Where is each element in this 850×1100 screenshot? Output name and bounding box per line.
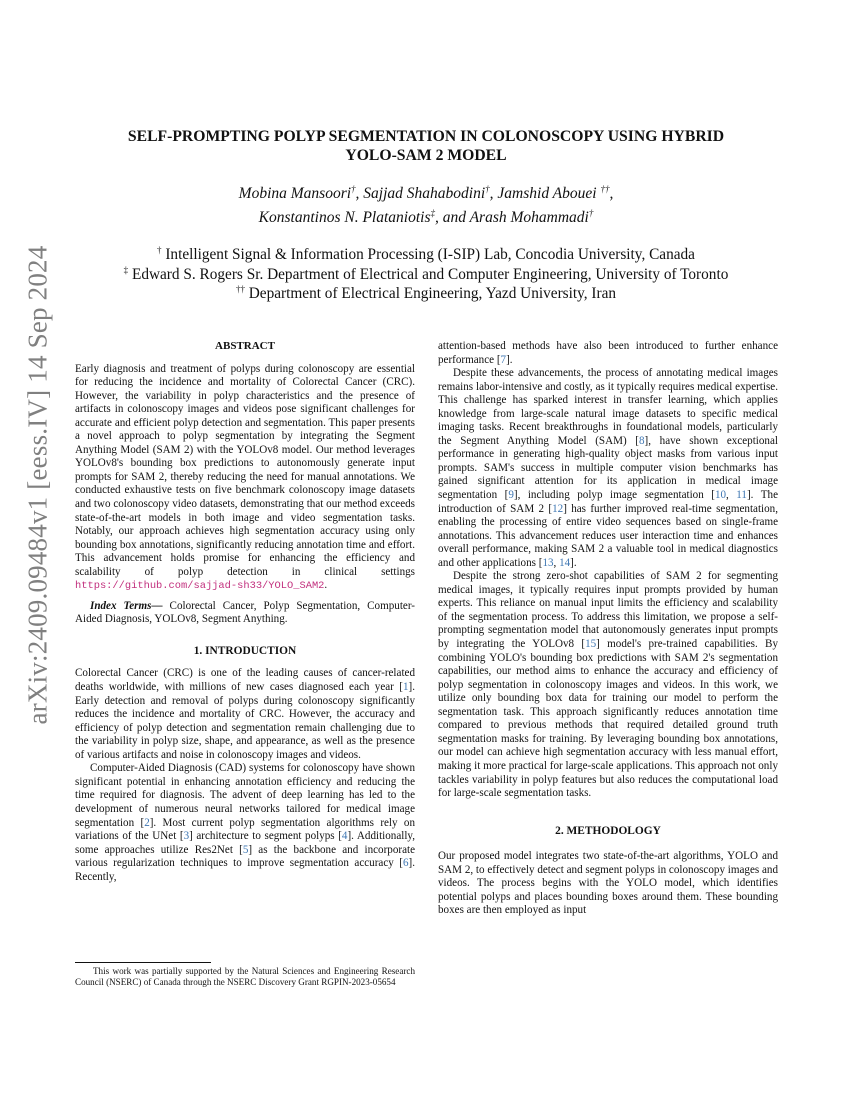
left-column <box>75 338 415 884</box>
text: ]. Most current polyp segmentation algorithms rely on variations of the UNet [ <box>75 816 415 843</box>
affiliation-text: Department of Electrical Engineering, Yazd University, Iran <box>244 285 617 302</box>
text: ] has further improved real-time segmentation, enabling the processing of entire video sequences based on single-frame annotations. This advancement reduces user interaction time and enhances overall performance, making SAM 2 a valuable tool in medical diagnostics and other applications [ <box>438 502 778 569</box>
affil-mark: † <box>485 183 490 194</box>
text: Colorectal Cancer (CRC) is one of the leading causes of cancer-related deaths worldwide, with millions of new cases diagnosed each year [ <box>75 667 415 694</box>
text: ]. Recently, <box>75 857 415 883</box>
text: ], have shown exceptional performance in generating high-quality object masks from various input prompts. SAM's success in multiple computer vision benchmarks has gained significant attention for its application in medical image segmentation [ <box>438 434 778 502</box>
affil-mark: ‡ <box>123 264 129 275</box>
citation-link[interactable]: 14 <box>559 556 571 569</box>
citation-link[interactable]: 5 <box>242 843 249 856</box>
author-name: Konstantinos N. Plataniotis <box>258 209 431 226</box>
text: ] model's pre-trained capabilities. By combining YOLO's bounding box predictions with SAM 2's segmentation capabilities, our method aims to enhance the accuracy and efficiency of polyp segmentation in colonoscopy images and videos. In this work, we utilize only bounding box data for training our model to perform the segmentation task. This approach significantly reduces annotation time compared to previous methods that required detailed ground truth segmentation masks for training. By leveraging bounding box annotations, our model can achieve high segmentation accuracy with less manual effort, making it more practical for large-scale applications. This approach not only tackles variability in polyp features but also reduces the computational load for large-scale segmentation tasks. <box>438 638 778 800</box>
affil-mark: †† <box>235 283 245 294</box>
index-terms <box>75 600 415 627</box>
affiliation-text: Intelligent Signal & Information Processing (I-SIP) Lab, Concodia University, Canada <box>161 246 695 263</box>
github-link[interactable]: https://github.com/sajjad-sh33/YOLO_SAM2 <box>75 580 325 593</box>
text: Despite the strong zero-shot capabilities of SAM 2 for segmenting medical images, it typically requires input prompts provided by human experts. This reliance on manual input limits the efficiency and scalability of the segmentation process. To address this limitation, we propose a self-prompting segmentation model that autonomously generates input prompts by integrating the YOLOv8 [ <box>438 570 778 651</box>
text: ]. The introduction of SAM 2 [ <box>438 489 778 515</box>
affil-mark: † <box>351 183 356 194</box>
citation-link[interactable]: 11 <box>736 489 747 502</box>
methodology-paragraph: Our proposed model integrates two state-of-the-art algorithms, YOLO and SAM 2, to effectively detect and segment polyps in colonoscopy images and videos. The process begins with the YOLO model, which identifies potential polyps and places bounding boxes around them. These bounding boxes are then employed as input <box>438 850 778 917</box>
abstract-end: . <box>324 579 328 592</box>
author-name: , Sajjad Shahabodini <box>355 185 486 202</box>
author-name: , and Arash Mohammadi <box>434 209 589 226</box>
affiliation-text: Edward S. Rogers Sr. Department of Electrical and Computer Engineering, University of Toronto <box>128 265 729 283</box>
citation-link[interactable]: 12 <box>552 502 564 515</box>
footnote-text: This work was partially supported by the Natural Sciences and Engineering Research Council (NSERC) of Canada through the NSERC Discovery Grant RGPIN-2023-05654 <box>75 966 415 988</box>
text: Computer-Aided Diagnosis (CAD) systems for colonoscopy have shown significant potential in enhancing annotation efficiency and reducing the time required for diagnosis. The advent of deep learning has led to the development of numerous neural networks tailored for medical image segmentation [ <box>75 762 415 829</box>
citation-link[interactable]: 8 <box>639 434 645 447</box>
affiliation <box>75 265 777 285</box>
citation-link[interactable]: 3 <box>183 830 190 843</box>
title-line-2: YOLO-SAM 2 MODEL <box>345 147 507 164</box>
affil-mark: † <box>157 244 162 255</box>
citation-link[interactable]: 6 <box>402 857 409 870</box>
text: Despite these advancements, the process of annotating medical images remains labor-intensive and costly, as it typically requires medical expertise. This challenge has sparked interest in transfer learning, which applies knowledge from large-scale natural image datasets to specific medical imaging tasks. Recent breakthroughs in foundational models, particularly the Segment Anything Model (SAM) [ <box>438 367 778 447</box>
text: ] architecture to segment polyps [ <box>189 830 342 843</box>
author-line-2 <box>75 206 777 230</box>
citation-link[interactable]: 9 <box>508 489 514 502</box>
arxiv-stamp <box>8 245 68 725</box>
text: ] as the backbone and incorporate various regularization techniques to improve segmentation accuracy [ <box>75 843 415 870</box>
text: , <box>726 489 737 502</box>
text: ]. Additionally, some approaches utilize Res2Net [ <box>75 830 416 856</box>
right-paragraph-2 <box>438 570 778 800</box>
affiliations <box>75 245 777 304</box>
right-paragraph-0 <box>438 340 778 367</box>
citation-link[interactable]: 15 <box>585 638 597 651</box>
intro-heading: 1. INTRODUCTION <box>193 644 297 657</box>
affiliation <box>75 284 777 304</box>
index-terms-text: Colorectal Cancer, Polyp Segmentation, Computer-Aided Diagnosis, YOLOv8, Segment Anything. <box>75 599 415 626</box>
author-sep: , <box>609 185 614 202</box>
text: ]. <box>506 353 513 366</box>
affil-mark: †† <box>600 183 610 194</box>
abstract-text: Early diagnosis and treatment of polyps during colonoscopy are essential for reducing the incidence and mortality of Colorectal Cancer (CRC). However, the variability in polyp characteristics and the presence of artifacts in colonoscopy images and videos pose significant challenges for accurate and efficient polyp detection and segmentation. This paper presents a novel approach to polyp segmentation by integrating the Segment Anything Model (SAM 2) with the YOLOv8 model. Our method leverages YOLOv8's bounding box predictions to autonomously generate input prompts for SAM 2, thereby reducing the need for manual annotations. We conducted exhaustive tests on five benchmark colonoscopy image datasets and two colonoscopy video datasets, demonstrating that our method exceeds state-of-the-art models in both image and video segmentation tasks. Notably, our approach achieves high segmentation accuracy using only bounding box annotations, significantly reducing annotation time and effort. This advancement holds promise for enhancing the efficiency and scalability of polyp detection in clinical settings <box>75 362 415 578</box>
intro-paragraph-1 <box>75 667 415 762</box>
paper-title <box>75 127 777 165</box>
abstract-heading: ABSTRACT <box>215 340 275 352</box>
text: ]. <box>570 556 577 569</box>
author-line-1 <box>75 182 777 206</box>
citation-link[interactable]: 7 <box>500 353 507 366</box>
text: ]. Early detection and removal of polyps during colonoscopy significantly reduces the incidence and mortality of CRC. However, the accuracy and efficiency of polyp detection and segmentation remain challenging due to the variability in polyp size, shape, and appearance, as well as the presence of various artifacts and noise in colonoscopy images and videos. <box>75 681 415 761</box>
title-line-1: SELF-PROMPTING POLYP SEGMENTATION IN COLONOSCOPY USING HYBRID <box>127 128 725 145</box>
index-terms-label: Index Terms— <box>90 599 163 612</box>
citation-link[interactable]: 1 <box>402 681 409 694</box>
footnote-rule <box>75 962 211 963</box>
footnote <box>75 962 415 988</box>
abstract-body <box>75 363 415 594</box>
citation-link[interactable]: 13 <box>542 556 554 569</box>
author-name: Mobina Mansoori <box>238 185 352 202</box>
affiliation <box>75 245 777 265</box>
affil-mark: ‡ <box>430 207 435 218</box>
author-list <box>75 182 777 230</box>
text: ], including polyp image segmentation [ <box>513 489 715 502</box>
right-column <box>438 340 778 918</box>
intro-paragraph-2 <box>75 762 415 884</box>
citation-link[interactable]: 2 <box>144 816 150 829</box>
text: , <box>553 556 560 569</box>
methodology-heading: 2. METHODOLOGY <box>555 824 661 837</box>
text: attention-based methods have also been introduced to further enhance performance [ <box>438 340 778 366</box>
citation-link[interactable]: 4 <box>341 830 348 843</box>
affil-mark: † <box>588 207 594 218</box>
author-name: , Jamshid Abouei <box>489 185 601 202</box>
citation-link[interactable]: 10 <box>714 489 727 502</box>
right-paragraph-1 <box>438 367 778 570</box>
arxiv-id: arXiv:2409.09484v1 [eess.IV] 14 Sep 2024 <box>22 245 53 725</box>
